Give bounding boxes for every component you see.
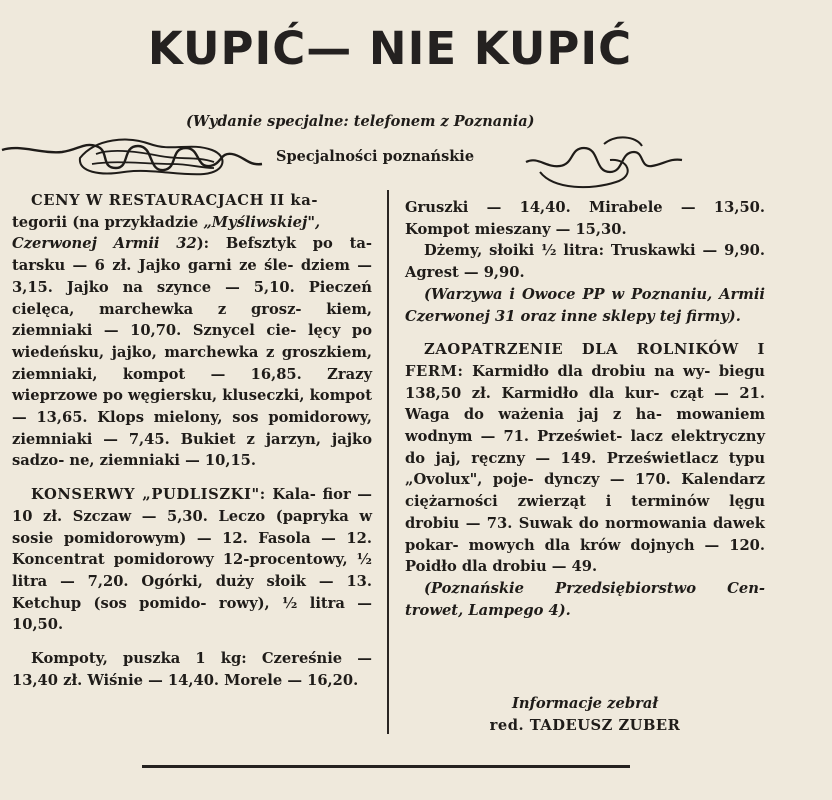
squiggle-right-decoration [520,128,690,194]
right-column [405,197,765,621]
credit-label: Informacje zebrał [511,695,659,712]
bottom-rule [142,765,630,768]
restaurant-prices-text: tarsku — 6 zł. Jajko garni ze śle- dziem — 3,15. Jajko na szynce — 5,10. Pieczeń cielęca, marchewka z grosz- kiem, ziemniaki — 10,70. Sznycel cie- lęcy po wiedeńsku, jajko, marchewka z groszkiem, ziemniaki, kompot — 16,85. Zrazy wieprzowe po węgiersku, kluseczki, kompot — 13,65. Klops mielony, sos pomidorowy, ziemniaki — 7,45. Bukiet z jarzyn, jajko sadzo- ne, ziemniaki — 10,15. [12,257,372,470]
farm-supplies-heading: ZAOPATRZENIE DLA ROLNIKÓW I FERM: [405,341,765,380]
restaurant-name: „Myśliwskiej", [203,213,321,231]
edition-note: (Wydanie specjalne: telefonem z Poznania) [186,113,535,130]
farm-supplies-text: Karmidło dla drobiu na wy- biegu 138,50 zł. Karmidło dla kur- cząt — 21. Waga do ważenia jaj z ha- mowaniem wodnym — 71. Przeświet- lacz elektryczny do jaj, ręczny — 149. Prześwietlacz typu „Ovolux", poje- dynczy — 170. Kalendarz ciężarności zwierząt i terminów lęgu drobiu — 73. Suwak do normowania dawek pokar- mowych dla krów dojnych — 120. Poidło dla drobiu — 49. [405,362,765,576]
fruit-shop-source: (Warzywa i Owoce PP w Poznaniu, Armii Czerwonej 31 oraz inne sklepy tej firmy). [405,285,765,325]
section-subtitle: Specjalności poznańskie [276,148,475,165]
column-divider [387,190,389,734]
farm-supplies-source: (Poznańskie Przedsiębiorstwo Cen- trowet, Lampego 4). [405,579,765,619]
restaurant-address: Czerwonej Armii 32 [12,235,197,253]
restaurant-prices-intro: tegorii (na przykładzie [12,213,204,231]
headline: KUPIĆ— NIE KUPIĆ [147,22,633,75]
fruit-prices-text: Gruszki — 14,40. Mirabele — 13,50. Kompot mieszany — 15,30. [405,199,765,238]
compotes-text: Kompoty, puszka 1 kg: Czereśnie — 13,40 zł. Wiśnie — 14,40. Morele — 16,20. [12,650,372,689]
canned-goods-text: Kala- fior — 10 zł. Szczaw — 5,30. Leczo (papryka w sosie pomidorowym) — 12. Fasola — 12. Koncentrat pomidorowy 12-procentowy, ½ litra — 7,20. Ogórki, duży słoik — 13. Ketchup (sos pomido- rowy), ½ litra — 10,50. [12,486,372,634]
canned-goods-heading: KONSERWY „PUDLISZKI": [31,486,266,504]
squiggle-left-decoration [0,128,270,188]
restaurant-prices-heading: CENY W RESTAURACJACH II ka- [31,192,319,209]
author-name: red. TADEUSZ ZUBER [489,717,681,734]
left-column [12,190,372,691]
jam-prices-text: Dżemy, słoiki ½ litra: Truskawki — 9,90. Agrest — 9,90. [405,242,765,282]
restaurant-prices-cont: ): Befsztyk po ta- [196,235,373,253]
